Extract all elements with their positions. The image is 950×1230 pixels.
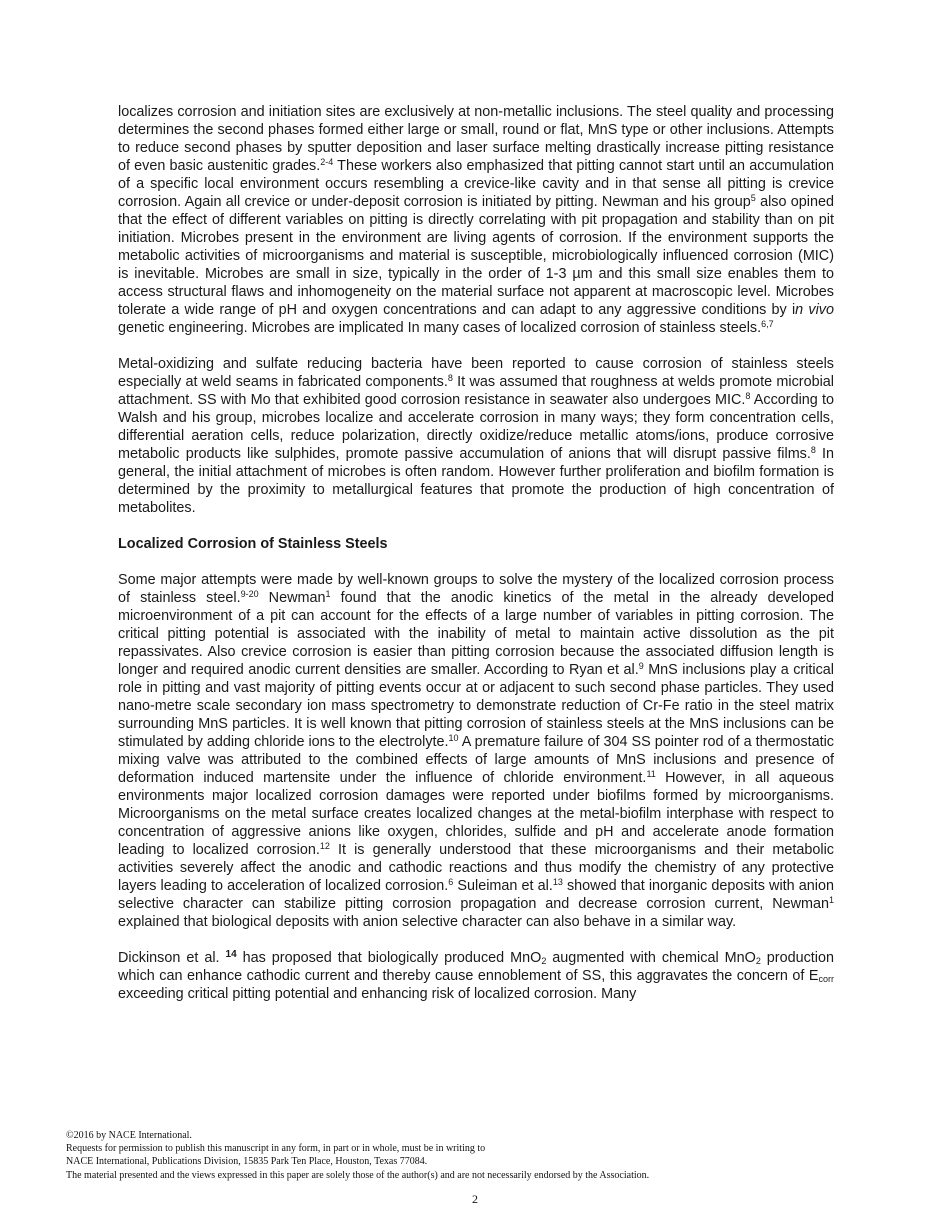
permission-line: Requests for permission to publish this manuscript in any form, in part or in whole, must be in writing to — [66, 1143, 486, 1155]
citation: 9-20 — [240, 589, 259, 599]
text-run: showed that inorganic deposits with anion selective character can stabilize pitting corrosion propagation and decrease corrosion current, Newman — [118, 878, 834, 912]
text-run: production which can enhance cathodic current and thereby cause ennoblement of SS, this aggravates the concern of E — [118, 950, 835, 984]
disclaimer-line: The material presented and the views expressed in this paper are solely those of the author(s) and are not necessarily endorsed by the Association. — [66, 1169, 650, 1181]
text-run: Newman — [258, 590, 326, 606]
text-run: According to Walsh and his group, microbes localize and accelerate corrosion in many ways; they form concentration cells, differential aeration cells, reduce polarization, directly oxidize/reduce metallic atoms/ions, produce corrosive metabolic products like sulphides, promote passive accumulation of anions that will disrupt passive films. — [118, 392, 834, 462]
paragraph-3 — [118, 571, 834, 931]
citation: 8 — [745, 391, 751, 401]
citation: 2-4 — [320, 157, 334, 167]
text-run: It is generally understood that these microorganisms and their metabolic activities severely affect the anodic and cathodic reactions and thus modify the chemistry of any protective layers leading to acceleration of localized corrosion. — [118, 842, 835, 894]
text-run: exceeding critical pitting potential and enhancing risk of localized corrosion. Many — [118, 986, 637, 1002]
text-run: explained that biological deposits with anion selective character can also behave in a similar way. — [118, 914, 737, 930]
citation: 8 — [447, 373, 453, 383]
citation: 12 — [319, 841, 330, 851]
citation: 11 — [646, 769, 656, 779]
subscript: 2 — [755, 956, 761, 966]
text-run: genetic engineering. Microbes are implicated In many cases of localized corrosion of stainless steels. — [118, 320, 762, 336]
paragraph-4 — [118, 949, 834, 1003]
text-run: Dickinson et al. — [118, 950, 226, 966]
text-run: Some major attempts were made by well-known groups to solve the mystery of the localized corrosion process of stainless steel. — [118, 572, 834, 606]
text-run: found that the anodic kinetics of the metal in the already developed microenvironment of a pit can account for the effects of a large number of variables in pitting corrosion. The critical pitting potential is associated with the inability of metal to maintain active dissolution as the pit repassivates. Also crevice corrosion is easier than pitting corrosion because the associated diffusion length is longer and required anodic current densities are smaller. According to Ryan et al. — [118, 590, 835, 678]
text-run: also opined that the effect of different variables on pitting is directly correlating with pit propagation and stability than on pit initiation. Microbes present in the environment are living agents of corrosion. If the environment supports the metabolic activities of microorganisms and material is susceptible, microbiologically influenced corrosion (MIC) is inevitable. Microbes are small in size, typically in the order of 1-3 µm and this small size enables them to access structural flaws and inhomogeneity on the material surface not apparent at macroscopic level. Microbes tolerate a wide range of pH and oxygen concentrations and can adapt to any aggressive conditions by i — [118, 194, 834, 318]
subscript: corr — [818, 974, 834, 984]
text-run: Metal-oxidizing and sulfate reducing bacteria have been reported to cause corrosion of stainless steels especially at weld seams in fabricated components. — [118, 356, 834, 390]
citation: 5 — [750, 193, 756, 203]
paragraph-1 — [118, 103, 834, 337]
copyright-line: ©2016 by NACE International. — [66, 1130, 192, 1141]
text-run: has proposed that biologically produced MnO — [236, 950, 542, 966]
citation: 14 — [225, 949, 237, 960]
page-number: 2 — [472, 1192, 478, 1206]
text-run: A premature failure of 304 SS pointer rod of a thermostatic mixing valve was attributed to the combined effects of large amounts of MnS inclusions and presence of deformation induced martensite under the influence of chloride environment. — [118, 734, 834, 786]
text-run: augmented with chemical MnO — [546, 950, 756, 966]
citation: 13 — [552, 877, 563, 887]
text-run: However, in all aqueous environments major localized corrosion damages were reported under biofilms formed by microorganisms. Microorganisms on the metal surface creates localized changes at the metal-biofilm interphase with respect to concentration of aggressive anions like oxygen, chlorides, sulfide and pH and accelerate anode formation leading to localized corrosion. — [118, 770, 835, 858]
text-run: localizes corrosion and initiation sites are exclusively at non-metallic inclusions. The steel quality and processing determines the second phases formed either large or small, round or flat, MnS type or other inclusions. Attempts to reduce second phases by sputter deposition and laser surface melting drastically increase pitting resistance of even basic austenitic grades. — [118, 104, 834, 174]
citation: 8 — [810, 445, 816, 455]
citation: 1 — [828, 895, 834, 905]
paragraph-2 — [118, 355, 834, 517]
citation: 6 — [448, 877, 454, 887]
address-line: NACE International, Publications Division, 15835 Park Ten Place, Houston, Texas 77084. — [66, 1156, 428, 1168]
citation: 6,7 — [761, 319, 774, 329]
citation: 10 — [448, 733, 459, 743]
text-run: MnS inclusions play a critical role in pitting and vast majority of pitting events occur at or adjacent to such second phase particles. They used nano-metre scale secondary ion mass spectrometry to demonstrate reduction of Cr-Fe ratio in the steel matrix surrounding MnS particles. It is well known that pitting corrosion of stainless steels at the MnS inclusions can be stimulated by adding chloride ions to the electrolyte. — [118, 662, 835, 750]
subscript: 2 — [541, 956, 547, 966]
citation: 1 — [325, 589, 331, 599]
body-text — [118, 103, 834, 1003]
page-footer — [66, 1129, 886, 1182]
italic-text: n vivo — [795, 302, 835, 318]
text-run: These workers also emphasized that pitting cannot start until an accumulation of a specific local environment occurs resembling a crevice-like cavity and in that sense all pitting is crevice corrosion. Again all crevice or under-deposit corrosion is initiated by pitting. Newman and his group — [118, 158, 834, 210]
section-heading: Localized Corrosion of Stainless Steels — [118, 536, 388, 552]
text-run: It was assumed that roughness at welds promote microbial attachment. SS with Mo that exhibited good corrosion resistance in seawater also undergoes MIC. — [118, 374, 834, 408]
text-run: In general, the initial attachment of microbes is often random. However further proliferation and biofilm formation is determined by the proximity to metallurgical features that promote the production of high concentration of metabolites. — [118, 446, 835, 516]
text-run: Suleiman et al. — [453, 878, 553, 894]
citation: 9 — [638, 661, 644, 671]
